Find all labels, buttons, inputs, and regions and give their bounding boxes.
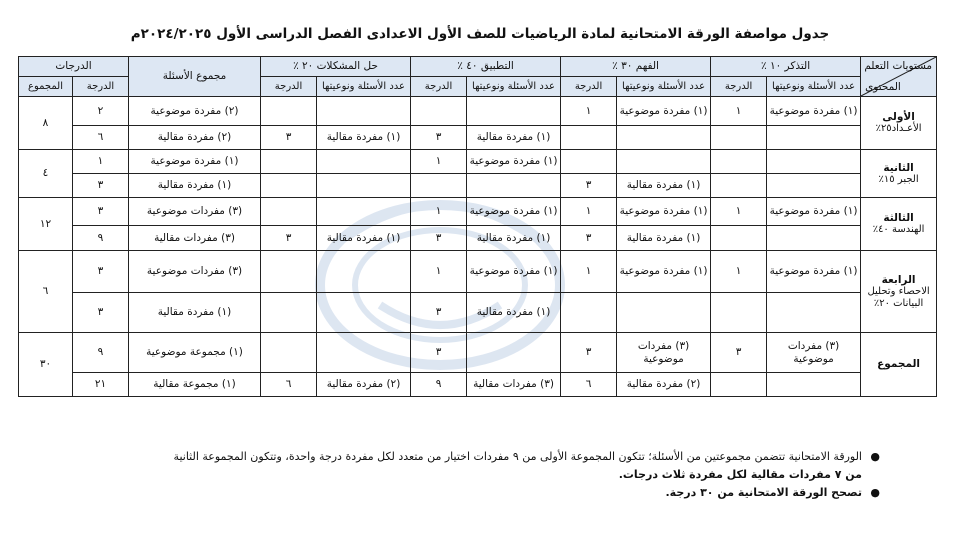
table-row bbox=[19, 126, 937, 150]
note-item bbox=[30, 483, 880, 504]
cell-grade bbox=[261, 174, 317, 198]
cell-question-count: (١) مفردة موضوعية bbox=[767, 251, 861, 293]
cell-question-count: (١) مفردة مقالية bbox=[467, 226, 561, 251]
cell-grade: ١ bbox=[73, 150, 129, 174]
header-grades: الدرجات bbox=[19, 57, 129, 77]
cell-grade bbox=[711, 126, 767, 150]
specification-table bbox=[18, 56, 937, 397]
cell-question-count: (١) مجموعة موضوعية bbox=[129, 333, 261, 373]
cell-grade: ٩ bbox=[411, 373, 467, 397]
header-grade: الدرجة bbox=[73, 77, 129, 97]
content-unit-detail: الهندسة ٤٠٪ bbox=[872, 224, 925, 236]
cell-question-count: (١) مفردة مقالية bbox=[317, 126, 411, 150]
content-unit-name: الرابعة bbox=[881, 273, 916, 286]
cell-total: ٨ bbox=[19, 97, 73, 150]
cell-question-count bbox=[317, 97, 411, 126]
content-unit-name: المجموع bbox=[877, 358, 921, 371]
cell-grade: ١ bbox=[561, 251, 617, 293]
cell-question-count: (١) مفردة مقالية bbox=[129, 293, 261, 333]
row-content-label bbox=[861, 333, 937, 397]
cell-grade bbox=[261, 333, 317, 373]
cell-grade: ٩ bbox=[73, 333, 129, 373]
cell-question-count: (١) مفردة موضوعية bbox=[129, 150, 261, 174]
cell-question-count: (٢) مفردة مقالية bbox=[317, 373, 411, 397]
cell-question-count bbox=[317, 150, 411, 174]
bullet-icon: ● bbox=[870, 450, 880, 463]
cell-grade: ١ bbox=[561, 198, 617, 226]
table-row bbox=[19, 373, 937, 397]
cell-question-count: (١) مفردة مقالية bbox=[129, 174, 261, 198]
notes-list bbox=[30, 448, 880, 504]
cell-grade: ٣ bbox=[561, 226, 617, 251]
row-content-label bbox=[861, 150, 937, 198]
cell-grade bbox=[261, 293, 317, 333]
cell-grade bbox=[261, 97, 317, 126]
header-count: عدد الأسئلة ونوعيتها bbox=[767, 77, 861, 97]
cell-question-count: (١) مفردة موضوعية bbox=[467, 198, 561, 226]
content-unit-detail: الجبر ١٥٪ bbox=[878, 173, 919, 185]
cell-grade bbox=[261, 150, 317, 174]
page-title: جدول مواصفة الورقة الامتحانية لمادة الرياضيات للصف الأول الاعدادى الفصل الدراسى الأول ٢٠٢٤/٢٠٢٥م bbox=[130, 26, 830, 42]
cell-grade bbox=[561, 126, 617, 150]
table-row bbox=[19, 150, 937, 174]
cell-question-count: (١) مفردة موضوعية bbox=[767, 97, 861, 126]
cell-grade: ٣ bbox=[411, 226, 467, 251]
header-corner bbox=[861, 57, 937, 97]
cell-total: ١٢ bbox=[19, 198, 73, 251]
cell-total: ٤ bbox=[19, 150, 73, 198]
cell-grade: ٢١ bbox=[73, 373, 129, 397]
cell-grade bbox=[711, 293, 767, 333]
content-unit-detail: الأعـداد٢٥٪ bbox=[875, 123, 922, 135]
cell-grade bbox=[411, 174, 467, 198]
header-content: المحتوى bbox=[865, 80, 901, 93]
cell-question-count bbox=[767, 373, 861, 397]
cell-grade: ٢ bbox=[73, 97, 129, 126]
cell-grade: ٦ bbox=[561, 373, 617, 397]
table-row bbox=[19, 333, 937, 373]
cell-question-count bbox=[767, 226, 861, 251]
cell-question-count bbox=[767, 126, 861, 150]
cell-question-count bbox=[617, 293, 711, 333]
cell-grade: ٣ bbox=[411, 293, 467, 333]
cell-grade: ٦ bbox=[261, 373, 317, 397]
cell-grade bbox=[711, 150, 767, 174]
cell-grade bbox=[411, 97, 467, 126]
cell-question-count: (٢) مفردة موضوعية bbox=[129, 97, 261, 126]
cell-grade: ١ bbox=[711, 251, 767, 293]
cell-grade: ١ bbox=[411, 150, 467, 174]
content-unit-name: الثانية bbox=[883, 161, 914, 174]
cell-grade: ١ bbox=[711, 198, 767, 226]
header-level-understand: الفهم ٣٠ ٪ bbox=[561, 57, 711, 77]
row-content-label bbox=[861, 251, 937, 333]
cell-question-count: (١) مفردة موضوعية bbox=[767, 198, 861, 226]
cell-question-count: (١) مفردة موضوعية bbox=[467, 150, 561, 174]
header-count: عدد الأسئلة ونوعيتها bbox=[617, 77, 711, 97]
note-text: تصحح الورقة الامتحانية من ٣٠ درجة. bbox=[665, 486, 862, 500]
cell-question-count bbox=[317, 333, 411, 373]
cell-question-count: (١) مجموعة مقالية bbox=[129, 373, 261, 397]
header-level-remember: التذكر ١٠ ٪ bbox=[711, 57, 861, 77]
cell-question-count: (١) مفردة مقالية bbox=[467, 126, 561, 150]
cell-question-count: (١) مفردة مقالية bbox=[317, 226, 411, 251]
cell-grade bbox=[711, 373, 767, 397]
cell-grade bbox=[261, 251, 317, 293]
cell-question-count bbox=[767, 174, 861, 198]
table-row bbox=[19, 198, 937, 226]
row-content-label bbox=[861, 97, 937, 150]
cell-total: ٣٠ bbox=[19, 333, 73, 397]
header-level-apply: التطبيق ٤٠ ٪ bbox=[411, 57, 561, 77]
cell-question-count: (١) مفردة مقالية bbox=[617, 174, 711, 198]
cell-grade: ٣ bbox=[411, 333, 467, 373]
cell-question-count: (٢) مفردة مقالية bbox=[129, 126, 261, 150]
cell-question-count: (١) مفردة موضوعية bbox=[617, 97, 711, 126]
table-row bbox=[19, 251, 937, 293]
cell-grade: ٦ bbox=[73, 126, 129, 150]
header-sum-questions: مجموع الأسئلة bbox=[129, 57, 261, 97]
header-level-problem-solving: حل المشكلات ٢٠ ٪ bbox=[261, 57, 411, 77]
cell-grade: ٣ bbox=[73, 174, 129, 198]
header-count: عدد الأسئلة ونوعيتها bbox=[317, 77, 411, 97]
bullet-icon: ● bbox=[870, 486, 880, 500]
cell-grade bbox=[711, 226, 767, 251]
table-row bbox=[19, 293, 937, 333]
cell-question-count bbox=[767, 293, 861, 333]
cell-question-count: (١) مفردة مقالية bbox=[617, 226, 711, 251]
cell-question-count: (٢) مفردة مقالية bbox=[617, 373, 711, 397]
content-unit-detail: الاحصاء وتحليل البيانات ٢٠٪ bbox=[867, 286, 930, 309]
cell-question-count: (٣) مفردات مقالية bbox=[467, 373, 561, 397]
table-row bbox=[19, 174, 937, 198]
row-content-label bbox=[861, 198, 937, 251]
cell-question-count: (١) مفردة مقالية bbox=[467, 293, 561, 333]
cell-grade: ٣ bbox=[711, 333, 767, 373]
cell-question-count bbox=[317, 198, 411, 226]
table-row bbox=[19, 226, 937, 251]
cell-question-count: (١) مفردة موضوعية bbox=[617, 251, 711, 293]
cell-grade bbox=[261, 198, 317, 226]
cell-question-count bbox=[467, 174, 561, 198]
cell-grade bbox=[561, 293, 617, 333]
cell-grade: ٣ bbox=[73, 293, 129, 333]
cell-question-count bbox=[467, 97, 561, 126]
note-text: الورقة الامتحانية تتضمن مجموعتين من الأسئلة؛ تتكون المجموعة الأولى من ٩ مفردات اختيار من متعدد لكل مفردة درجة واحدة، وتتكون المجموعة الثانية bbox=[173, 450, 862, 463]
header-learning-levels: مستويات التعلم bbox=[864, 60, 933, 72]
header-count: عدد الأسئلة ونوعيتها bbox=[467, 77, 561, 97]
content-unit-name: الأولى bbox=[882, 111, 915, 124]
cell-question-count: (٣) مفردات موضوعية bbox=[129, 251, 261, 293]
cell-grade bbox=[711, 174, 767, 198]
cell-question-count: (٣) مفردات موضوعية bbox=[617, 333, 711, 373]
cell-question-count: (٣) مفردات موضوعية bbox=[767, 333, 861, 373]
cell-grade: ١ bbox=[561, 97, 617, 126]
cell-question-count bbox=[317, 174, 411, 198]
cell-grade: ٣ bbox=[73, 198, 129, 226]
cell-question-count: (١) مفردة موضوعية bbox=[467, 251, 561, 293]
cell-grade: ٣ bbox=[261, 226, 317, 251]
header-grade: الدرجة bbox=[411, 77, 467, 97]
cell-question-count: (٣) مفردات مقالية bbox=[129, 226, 261, 251]
header-grade: الدرجة bbox=[711, 77, 767, 97]
cell-grade: ٣ bbox=[561, 333, 617, 373]
cell-grade: ٣ bbox=[561, 174, 617, 198]
note-item bbox=[30, 448, 880, 483]
header-total: المجموع bbox=[19, 77, 73, 97]
cell-question-count: (٣) مفردات موضوعية bbox=[129, 198, 261, 226]
content-unit-name: الثالثة bbox=[883, 212, 914, 225]
header-grade: الدرجة bbox=[261, 77, 317, 97]
cell-grade: ٣ bbox=[261, 126, 317, 150]
cell-question-count bbox=[317, 251, 411, 293]
cell-question-count: (١) مفردة موضوعية bbox=[617, 198, 711, 226]
cell-grade: ٣ bbox=[411, 126, 467, 150]
cell-grade: ٩ bbox=[73, 226, 129, 251]
cell-total: ٦ bbox=[19, 251, 73, 333]
cell-question-count bbox=[617, 150, 711, 174]
cell-question-count bbox=[617, 126, 711, 150]
cell-question-count bbox=[467, 333, 561, 373]
cell-grade: ١ bbox=[411, 251, 467, 293]
cell-grade: ١ bbox=[411, 198, 467, 226]
cell-question-count bbox=[317, 293, 411, 333]
cell-grade bbox=[561, 150, 617, 174]
cell-question-count bbox=[767, 150, 861, 174]
header-grade: الدرجة bbox=[561, 77, 617, 97]
note-text: من ٧ مفردات مقالية لكل مفردة ثلاث درجات. bbox=[618, 467, 862, 481]
table-row bbox=[19, 97, 937, 126]
cell-grade: ١ bbox=[711, 97, 767, 126]
cell-grade: ٣ bbox=[73, 251, 129, 293]
